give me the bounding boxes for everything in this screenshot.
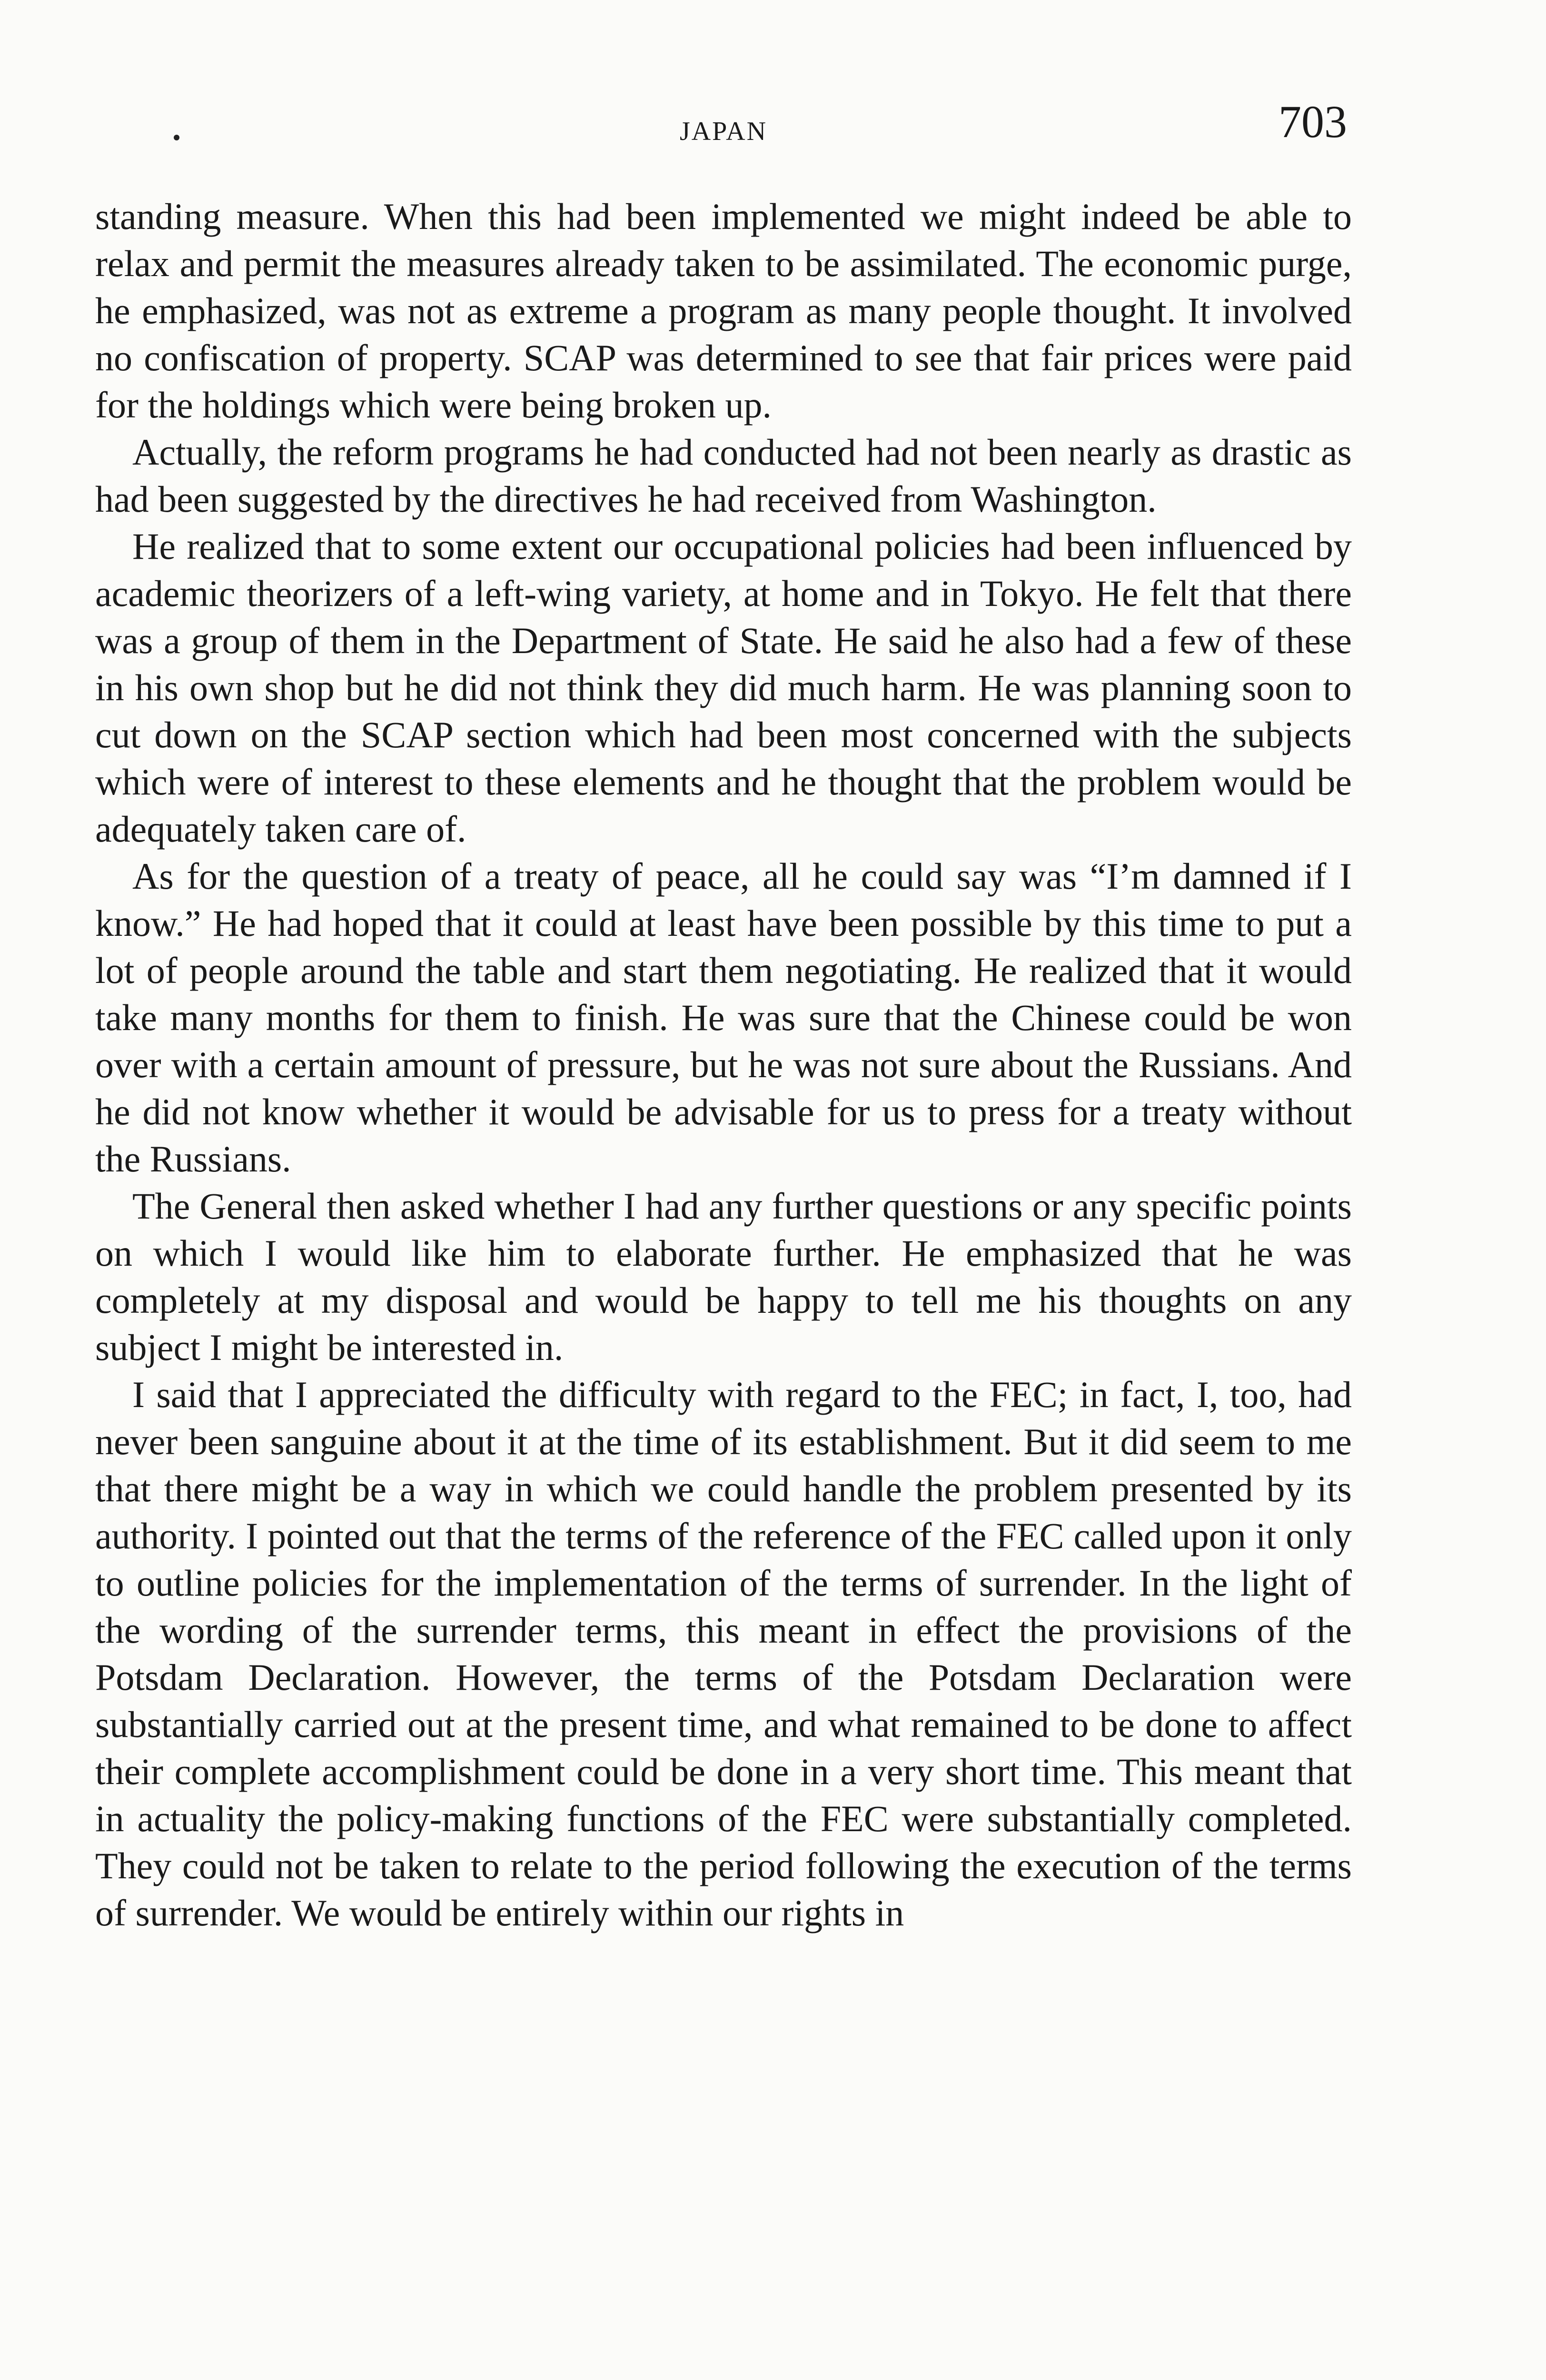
page-number: 703 [1278,96,1347,147]
paragraph: He realized that to some extent our occupational policies had been influenced by academic theorizers of a left-wing variety, at home and in Tokyo. He felt that there was a group of them in the Department of State. He said he also had a few of these in his own shop but he did not think they did much harm. He was planning soon to cut down on the SCAP section which had been most concerned with the subjects which were of interest to these elements and he thought that the problem would be adequately taken care of. [95,526,1352,850]
page-header [95,96,1352,161]
body-text [95,193,1352,1936]
print-speck [174,135,179,140]
paragraph: Actually, the reform programs he had conducted had not been nearly as drastic as had been suggested by the directives he had received from Washington. [95,431,1352,520]
paragraph: The General then asked whether I had any further questions or any specific points on which I would like him to elaborate further. He emphasized that he was completely at my disposal and would be happy to tell me his thoughts on any subject I might be interested in. [95,1185,1352,1368]
paragraph: I said that I appreciated the difficulty with regard to the FEC; in fact, I, too, had never been sanguine about it at the time of its establishment. But it did seem to me that there might be a way in which we could handle the problem presented by its authority. I pointed out that the terms of the reference of the FEC called upon it only to outline policies for the implementation of the terms of surrender. In the light of the wording of the surrender terms, this meant in effect the provisions of the Potsdam Declaration. However, the terms of the Potsdam Declaration were substantially carried out at the present time, and what remained to be done to affect their complete accomplishment could be done in a very short time. This meant that in actuality the policy-making functions of the FEC were substantially completed. They could not be taken to relate to the period following the execution of the terms of surrender. We would be entirely within our rights in [95,1374,1352,1934]
paragraph: As for the question of a treaty of peace, all he could say was “I’m damned if I know.” He had hoped that it could at least have been possible by this time to put a lot of people around the table and start them negotiating. He realized that it would take many months for them to finish. He was sure that the Chinese could be won over with a certain amount of pressure, but he was not sure about the Russians. And he did not know whether it would be advisable for us to press for a treaty without the Russians. [95,855,1352,1180]
running-head: JAPAN [679,117,768,146]
paragraph: standing measure. When this had been implemented we might indeed be able to relax and permit the measures already taken to be assimilated. The economic purge, he emphasized, was not as extreme a program as many people thought. It involved no confiscation of property. SCAP was determined to see that fair prices were paid for the holdings which were being broken up. [95,196,1352,426]
